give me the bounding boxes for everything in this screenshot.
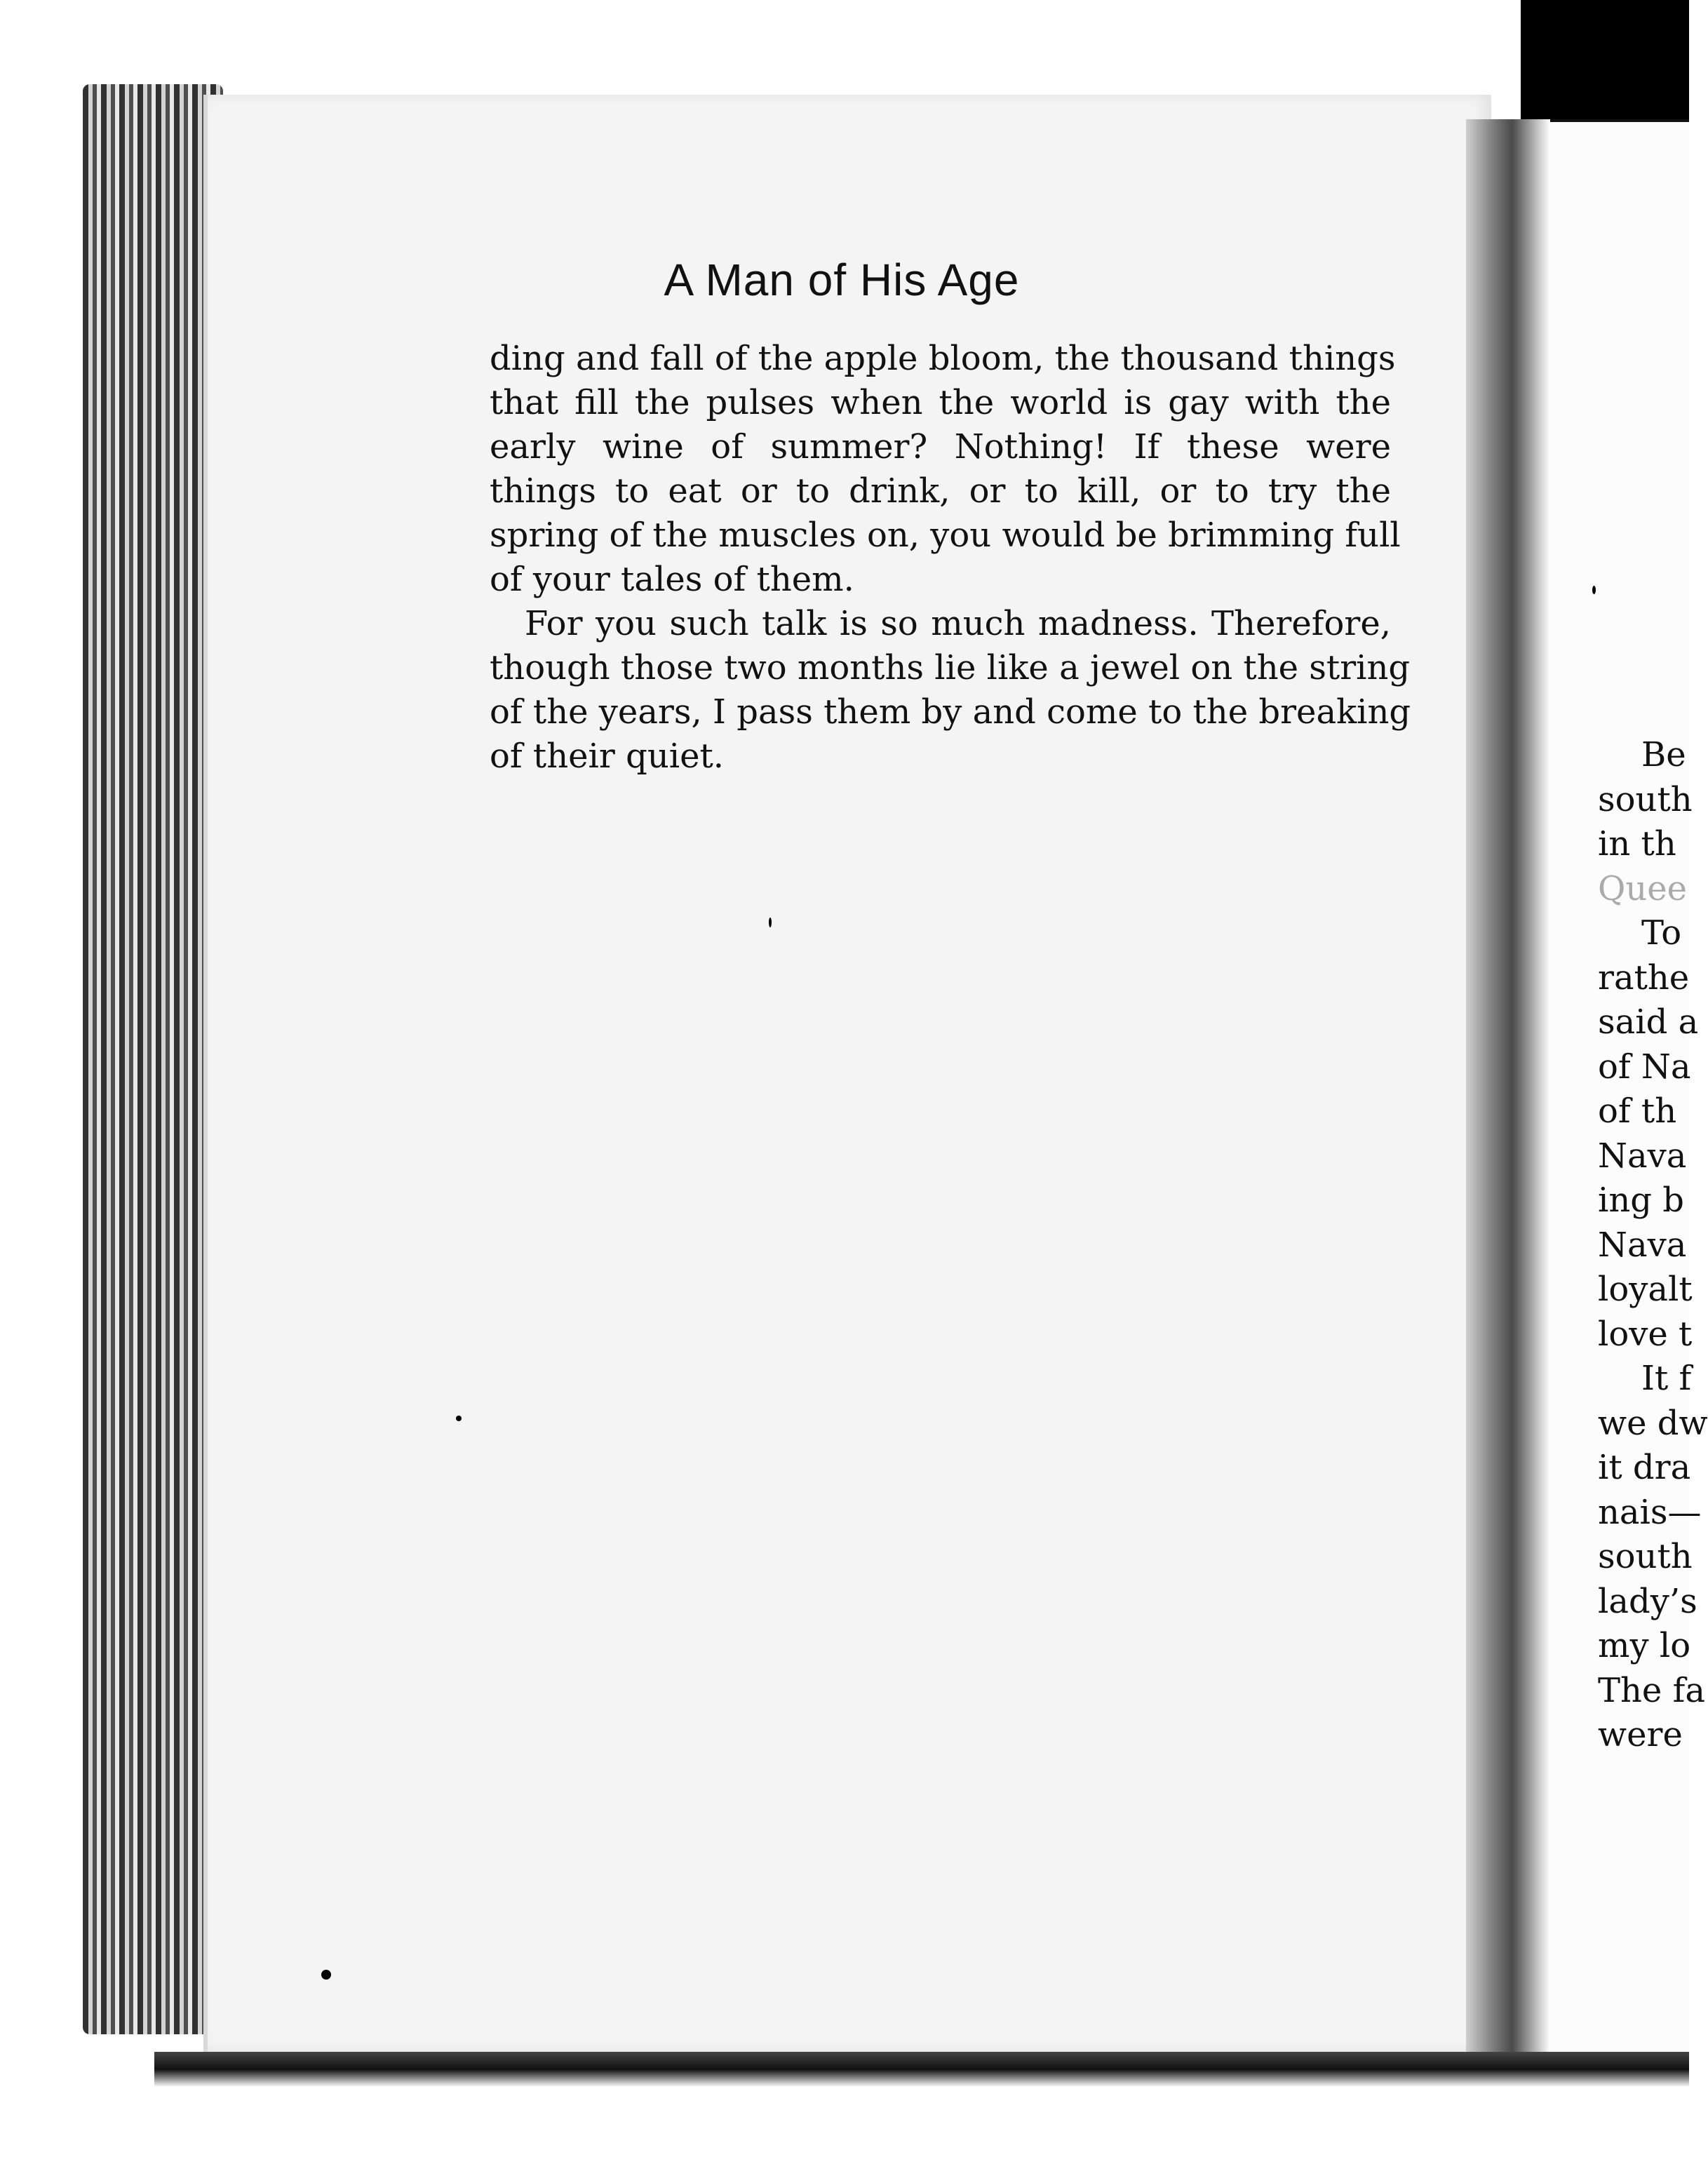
facing-line: Be (1641, 735, 1686, 774)
text-line: that fill the pulses when the world is gay with the (490, 383, 1391, 422)
facing-line: Quee (1598, 868, 1688, 908)
facing-line: in th (1598, 824, 1676, 864)
facing-line: It f (1641, 1359, 1692, 1398)
facing-line: south (1598, 1537, 1693, 1576)
facing-line: love t (1598, 1314, 1693, 1354)
text-line: early wine of summer? Nothing! If these were (490, 427, 1391, 466)
text-line: of your tales of them. (490, 560, 854, 599)
bottom-edge-shadow (154, 2052, 1689, 2087)
paragraph-1 (490, 337, 1401, 602)
facing-line: Nava (1598, 1136, 1687, 1176)
page-body (490, 337, 1411, 779)
facing-line: rathe (1598, 958, 1690, 998)
book-page-edges (83, 84, 223, 2034)
facing-line: south (1598, 779, 1693, 819)
facing-page-text (1598, 733, 1708, 1758)
text-line: things to eat or to drink, or to kill, or to try the (490, 471, 1391, 511)
facing-line: loyalt (1598, 1270, 1693, 1309)
text-line: For you such talk is so much madness. Therefore, (525, 604, 1391, 643)
book-gutter-shadow (1466, 119, 1550, 2052)
facing-line: were (1598, 1715, 1683, 1754)
dust-speck (456, 1416, 462, 1421)
facing-line: lady’s (1598, 1581, 1697, 1621)
dust-speck (321, 1970, 331, 1980)
text-line: though those two months lie like a jewel on the string (490, 648, 1411, 687)
dust-speck (1592, 586, 1596, 594)
facing-line: Nava (1598, 1225, 1687, 1265)
facing-line: it dra (1598, 1448, 1691, 1487)
text-line: of their quiet. (490, 737, 725, 776)
facing-line: The fa (1598, 1670, 1705, 1710)
facing-line: said a (1598, 1002, 1699, 1042)
facing-line: nais— (1598, 1492, 1702, 1532)
facing-line: To (1641, 913, 1682, 953)
facing-line: of th (1598, 1092, 1677, 1131)
facing-line: of Na (1598, 1047, 1691, 1087)
text-line: ding and fall of the apple bloom, the thousand things (490, 339, 1396, 378)
dust-speck (769, 918, 772, 927)
facing-line: we dw (1598, 1403, 1708, 1443)
text-line: of the years, I pass them by and come to the breaking (490, 692, 1411, 732)
facing-line: ing b (1598, 1181, 1684, 1220)
text-line: spring of the muscles on, you would be brimming full (490, 516, 1401, 555)
facing-line: my lo (1598, 1626, 1691, 1665)
paragraph-2 (490, 602, 1411, 779)
scan-background (1521, 0, 1689, 119)
running-head: A Man of His Age (664, 255, 1020, 305)
